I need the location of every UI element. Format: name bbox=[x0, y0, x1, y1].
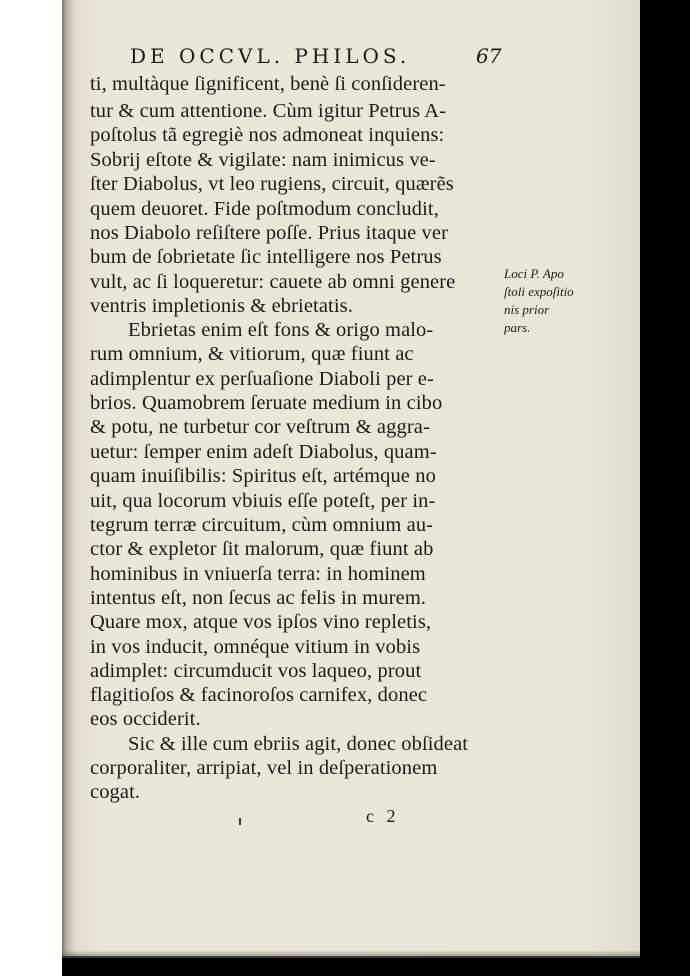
body-line: ctor & expletor ſit malorum, quæ fiunt ab bbox=[90, 538, 434, 560]
body-line: Sobrij eſtote & vigilate: nam inimicus ve- bbox=[90, 149, 436, 171]
body-line: nos Diabolo reſiſtere poſſe. Prius itaque ver bbox=[90, 222, 449, 244]
signature-mark: c 2 bbox=[366, 806, 400, 826]
body-line: brios. Quamobrem ſeruate medium in cibo bbox=[90, 392, 443, 414]
body-line: tur & cum attentione. Cùm igitur Petrus A- bbox=[90, 100, 447, 122]
body-line: vult, ac ſi loqueretur: cauete ab omni genere bbox=[90, 271, 456, 293]
marginal-note-line: nis prior bbox=[504, 302, 550, 317]
ink-speck bbox=[239, 818, 241, 825]
running-head: DE OCCVL. PHILOS. bbox=[130, 44, 411, 68]
body-line: hominibus in vniuerſa terra: in hominem bbox=[90, 563, 426, 585]
body-line: flagitioſos & facinoroſos carnifex, donec bbox=[90, 684, 428, 706]
scan-bottom-border bbox=[62, 958, 640, 976]
body-line: corporaliter, arripiat, vel in deſperationem bbox=[90, 757, 438, 779]
scan-left-margin bbox=[0, 0, 62, 976]
marginal-note-line: Loci P. Apo bbox=[504, 266, 564, 281]
body-line: adimplet: circumducit vos laqueo, prout bbox=[90, 660, 422, 682]
body-line: quam inuiſibilis: Spiritus eſt, artémque no bbox=[90, 465, 436, 487]
scan-right-border bbox=[640, 0, 690, 976]
body-line: & potu, ne turbetur cor veſtrum & aggra- bbox=[90, 416, 430, 438]
body-line: adimplentur ex perſuaſione Diaboli per e- bbox=[90, 368, 434, 390]
body-line: quem deuoret. Fide poſtmodum concludit, bbox=[90, 198, 439, 220]
body-line: tegrum terræ circuitum, cùm omnium au- bbox=[90, 514, 434, 536]
body-line: Sic & ille cum ebriis agit, donec obſideat bbox=[128, 733, 469, 755]
body-line: in vos inducit, omnéque vitium in vobis bbox=[90, 636, 421, 658]
body-line: Quare mox, atque vos ipſos vino repletis, bbox=[90, 611, 432, 633]
body-line: Ebrietas enim eſt fons & origo malo- bbox=[128, 319, 434, 341]
page-number: 67 bbox=[476, 44, 502, 68]
body-line: uit, qua locorum vbiuis eſſe poteſt, per in- bbox=[90, 490, 436, 512]
marginal-note-line: pars. bbox=[504, 320, 531, 335]
body-line: ti, multàque ſignificent, benè ſi conſideren- bbox=[90, 73, 446, 95]
body-line: poſtolus tã egregiè nos admoneat inquiens: bbox=[90, 124, 445, 146]
body-line: rum omnium, & vitiorum, quæ fiunt ac bbox=[90, 343, 414, 365]
body-line: intentus eſt, non ſecus ac felis in murem. bbox=[90, 587, 427, 609]
body-line: eos occiderit. bbox=[90, 708, 201, 730]
body-line: bum de ſobrietate ſic intelligere nos Petrus bbox=[90, 246, 442, 268]
body-line: ſter Diabolus, vt leo rugiens, circuit, quærẽs bbox=[90, 173, 454, 195]
body-line: cogat. bbox=[90, 781, 141, 803]
marginal-note-line: ſtoli expoſitio bbox=[504, 284, 574, 299]
body-line: uetur: ſemper enim adeſt Diabolus, quam- bbox=[90, 441, 437, 463]
body-line: ventris impletionis & ebrietatis. bbox=[90, 295, 353, 317]
